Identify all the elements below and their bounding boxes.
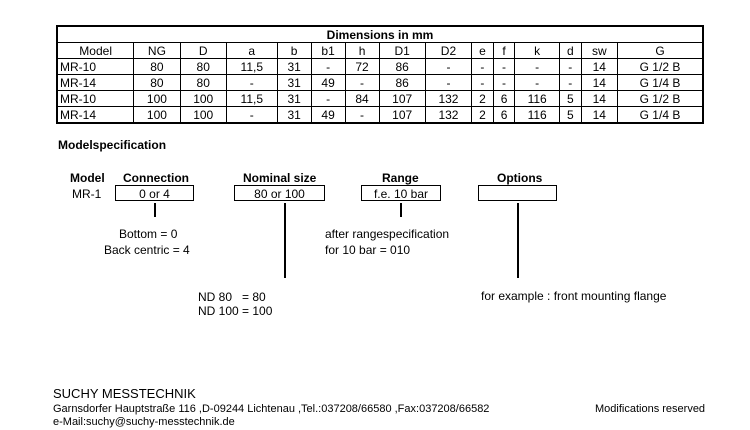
table-title: Dimensions in mm — [57, 26, 703, 43]
table-cell: MR-10 — [57, 91, 134, 107]
column-header: h — [345, 43, 379, 59]
table-cell: 132 — [425, 107, 471, 124]
table-cell: 31 — [277, 75, 311, 91]
table-cell: - — [345, 75, 379, 91]
range-connector-line — [400, 203, 402, 217]
spec-heading: Modelspecification — [58, 138, 167, 152]
table-cell: 49 — [311, 75, 345, 91]
range-note-2: for 10 bar = 010 — [325, 243, 411, 257]
table-cell: 100 — [180, 107, 226, 124]
table-cell: - — [425, 59, 471, 75]
nominal-size-label: Nominal size — [243, 171, 317, 185]
model-label: Model — [70, 171, 105, 185]
column-header: f — [493, 43, 515, 59]
table-title-row — [57, 26, 703, 43]
table-cell: G 1/4 B — [617, 107, 703, 124]
table-cell: 80 — [180, 75, 226, 91]
company-address: Garnsdorfer Hauptstraße 116 ,D-09244 Lichtenau ,Tel.:037208/66580 ,Fax:037208/66582 — [53, 403, 490, 415]
dimensions-table — [56, 25, 704, 124]
table-cell: - — [559, 75, 581, 91]
nominal-size-connector-line — [284, 203, 286, 278]
table-cell: G 1/2 B — [617, 59, 703, 75]
column-header: Model — [57, 43, 134, 59]
column-header: e — [472, 43, 494, 59]
table-cell: 72 — [345, 59, 379, 75]
table-cell: - — [472, 59, 494, 75]
options-box — [478, 185, 557, 201]
column-header: k — [515, 43, 560, 59]
table-cell: G 1/2 B — [617, 91, 703, 107]
table-cell: - — [311, 59, 345, 75]
table-cell: 116 — [515, 107, 560, 124]
table-cell: 14 — [581, 91, 617, 107]
table-cell: MR-14 — [57, 75, 134, 91]
range-box: f.e. 10 bar — [361, 185, 441, 201]
table-cell: - — [226, 107, 277, 124]
table-cell: 116 — [515, 91, 560, 107]
table-cell: - — [311, 91, 345, 107]
table-cell: 2 — [472, 91, 494, 107]
nominal-size-box: 80 or 100 — [234, 185, 325, 201]
table-row — [57, 107, 703, 124]
options-connector-line — [517, 203, 519, 278]
connection-connector-line — [154, 203, 156, 217]
connection-box: 0 or 4 — [115, 185, 194, 201]
table-cell: 6 — [493, 91, 515, 107]
column-header: NG — [134, 43, 180, 59]
nominal-note-80: ND 80 = 80 — [198, 290, 266, 304]
table-cell: 6 — [493, 107, 515, 124]
table-cell: 5 — [559, 91, 581, 107]
table-cell: G 1/4 B — [617, 75, 703, 91]
column-header: a — [226, 43, 277, 59]
table-row — [57, 75, 703, 91]
table-cell: - — [472, 75, 494, 91]
nominal-note-100: ND 100 = 100 — [198, 304, 273, 318]
table-cell: 14 — [581, 107, 617, 124]
table-cell: 86 — [379, 59, 425, 75]
table-header-row — [57, 43, 703, 59]
table-cell: 5 — [559, 107, 581, 124]
table-cell: 14 — [581, 59, 617, 75]
table-cell: 84 — [345, 91, 379, 107]
table-cell: 31 — [277, 59, 311, 75]
table-cell: MR-10 — [57, 59, 134, 75]
model-value: MR-1 — [72, 187, 102, 201]
options-label: Options — [497, 171, 543, 185]
table-cell: - — [559, 59, 581, 75]
table-cell: - — [425, 75, 471, 91]
table-row — [57, 91, 703, 107]
table-cell: 31 — [277, 107, 311, 124]
table-cell: 100 — [180, 91, 226, 107]
table-cell: 100 — [134, 107, 180, 124]
table-cell: 2 — [472, 107, 494, 124]
table-cell: 11,5 — [226, 91, 277, 107]
table-body — [57, 59, 703, 124]
table-cell: 132 — [425, 91, 471, 107]
table-cell: 100 — [134, 91, 180, 107]
table-cell: 49 — [311, 107, 345, 124]
column-header: D1 — [379, 43, 425, 59]
table-cell: 80 — [134, 59, 180, 75]
table-cell: MR-14 — [57, 107, 134, 124]
options-note: for example : front mounting flange — [481, 289, 667, 303]
table-cell: 107 — [379, 91, 425, 107]
table-cell: 31 — [277, 91, 311, 107]
column-header: b1 — [311, 43, 345, 59]
connection-label: Connection — [123, 171, 189, 185]
table-cell: - — [493, 75, 515, 91]
company-name: SUCHY MESSTECHNIK — [53, 386, 196, 401]
table-cell: - — [493, 59, 515, 75]
modifications-notice: Modifications reserved — [595, 403, 706, 415]
table-cell: - — [226, 75, 277, 91]
column-header: G — [617, 43, 703, 59]
table-cell: 11,5 — [226, 59, 277, 75]
range-note-1: after rangespecification — [325, 227, 450, 241]
connection-note-bottom: Bottom = 0 — [119, 227, 178, 241]
table-cell: 107 — [379, 107, 425, 124]
table-row — [57, 59, 703, 75]
column-header: D2 — [425, 43, 471, 59]
table-cell: 80 — [180, 59, 226, 75]
company-email: e-Mail:suchy@suchy-messtechnik.de — [53, 416, 235, 428]
column-header: sw — [581, 43, 617, 59]
range-label: Range — [382, 171, 419, 185]
column-header: b — [277, 43, 311, 59]
table-cell: 14 — [581, 75, 617, 91]
connection-note-back: Back centric = 4 — [104, 243, 190, 257]
table-cell: - — [345, 107, 379, 124]
table-cell: 80 — [134, 75, 180, 91]
column-header: d — [559, 43, 581, 59]
table-cell: 86 — [379, 75, 425, 91]
column-header: D — [180, 43, 226, 59]
table-cell: - — [515, 75, 560, 91]
table-cell: - — [515, 59, 560, 75]
